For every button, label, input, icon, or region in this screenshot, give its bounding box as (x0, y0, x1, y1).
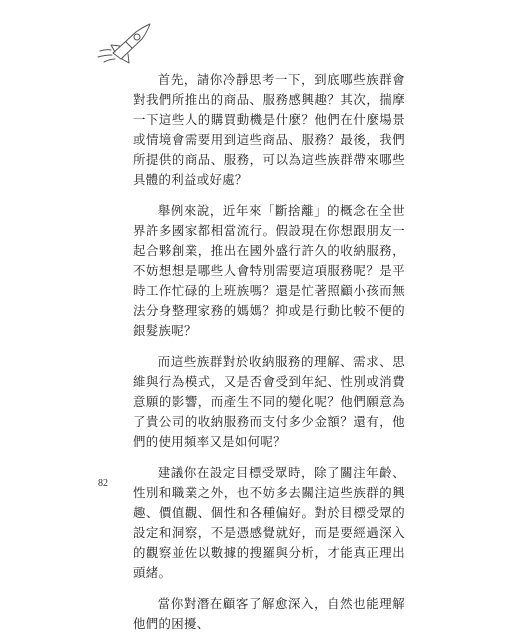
paragraph: 舉例來說，近年來「斷捨離」的概念在全世界許多國家都相當流行。假設現在你想跟朋友一起合夥創業，推出在國外盛行許久的收納服務，不妨想想是哪些人會特別需要這項服務呢？是平時工作忙碌的上班族嗎？還是忙著照顧小孩而無法分身整理家務的媽媽？抑或是行動比較不便的銀髮族呢？ (133, 203, 405, 338)
rocket-sketch-icon (96, 18, 156, 64)
paragraph: 首先，請你冷靜思考一下，到底哪些族群會對我們所推出的商品、服務感興趣？其次，揣摩一下這些人的購買動機是什麼？他們在什麼場景或情境會需要用到這些商品、服務？最後，我們所提供的商品、服務，可以為這些族群帶來哪些具體的利益或好處？ (133, 72, 405, 187)
paragraph: 而這些族群對於收納服務的理解、需求、思維與行為模式，又是否會受到年紀、性別或消費意願的影響，而產生不同的變化呢？他們願意為了貴公司的收納服務而支付多少金額？還有，他們的使用頻率又是如何呢？ (133, 354, 405, 449)
paragraph: 當你對潛在顧客了解愈深入，自然也能理解他們的困擾、 (133, 596, 405, 631)
paragraph: 建議你在設定目標受眾時，除了關注年齡、性別和職業之外，也不妨多去關注這些族群的興趣、價值觀、個性和各種偏好。對於目標受眾的設定和洞察，不是憑感覺就好，而是要經過深入的觀察並佐以數據的搜羅與分析，才能真正理出頭緒。 (133, 465, 405, 580)
page-number: 82 (98, 478, 108, 489)
body-text (133, 70, 405, 634)
